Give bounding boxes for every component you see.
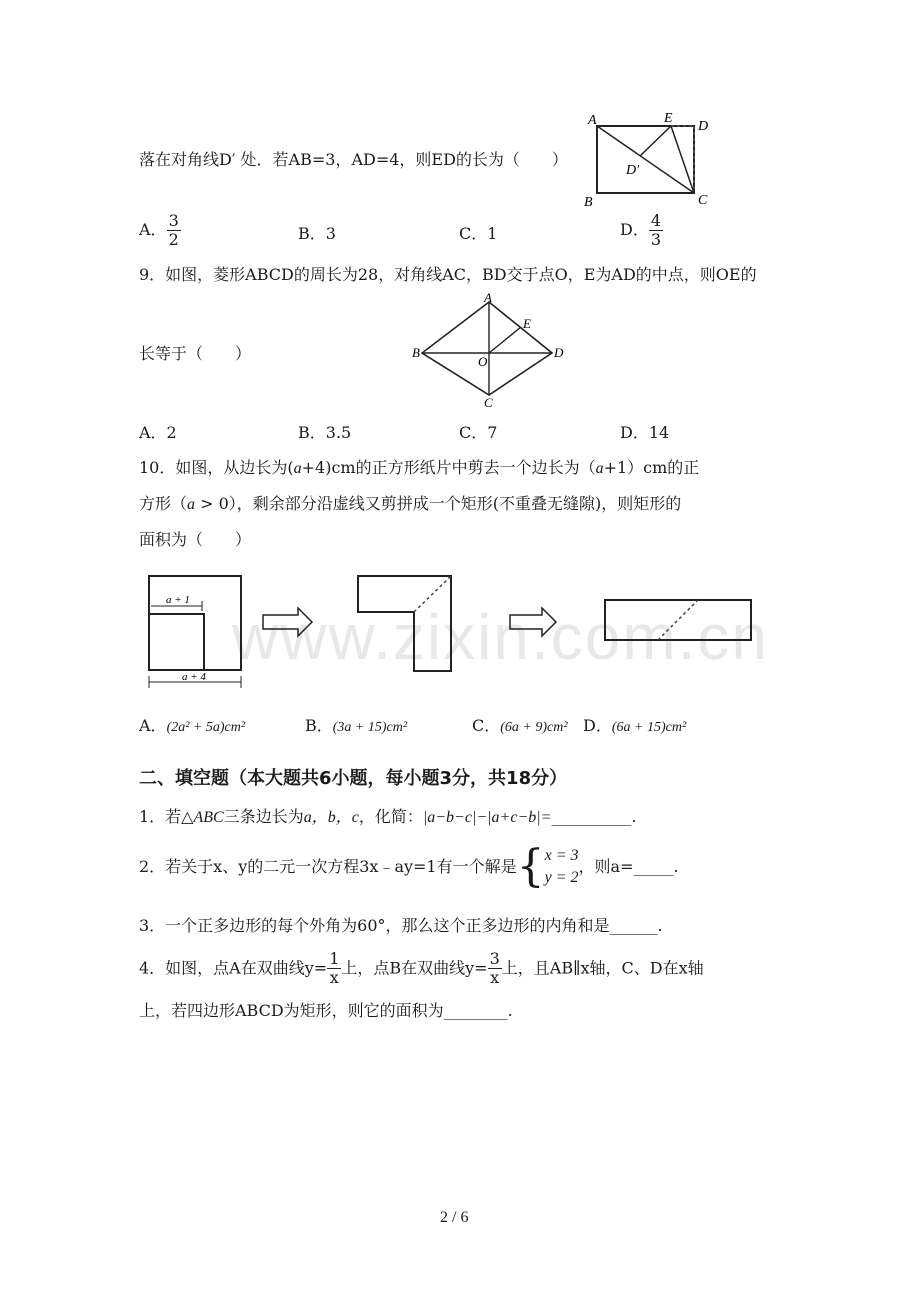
q10-big-square bbox=[149, 576, 241, 670]
q9-label-d: D bbox=[554, 345, 564, 360]
q10-label-small: a + 1 bbox=[166, 594, 190, 606]
q9-text-2: 长等于（ ） bbox=[139, 344, 252, 363]
q10-small-square bbox=[149, 614, 204, 670]
q8-label-d: D bbox=[698, 119, 709, 134]
q10-option-a[interactable]: A．(2a² + 5a)cm² bbox=[139, 716, 246, 735]
q8-label-b: B bbox=[584, 195, 593, 210]
q10-line-1: 10．如图，从边长为(a+4)cm的正方形纸片中剪去一个边长为（a+1）cm的正 bbox=[139, 458, 700, 477]
fill-q2: 2．若关于x、y的二元一次方程3x﹣ay=1有一个解是{ x = 3 y = 2 ，则a=_____. bbox=[139, 841, 679, 892]
q9-label-a: A bbox=[484, 290, 492, 305]
fill-q4-fraction-1: $\frac{1}{x}$ bbox=[329, 949, 340, 987]
page-number: 2 / 6 bbox=[440, 1209, 469, 1226]
q9-label-c: C bbox=[484, 395, 493, 410]
q10-line-3: 面积为（ ） bbox=[139, 530, 252, 549]
fill-q4-line-2: 上，若四边形ABCD为矩形，则它的面积为________. bbox=[139, 1001, 513, 1020]
q8-option-d[interactable] bbox=[620, 212, 663, 249]
q10-option-c[interactable]: C．(6a + 9)cm² bbox=[472, 716, 568, 735]
q9-text: 9．如图，菱形ABCD的周长为28，对角线AC，BD交于点O，E为AD的中点，则OE的 bbox=[139, 265, 757, 284]
q10-figure bbox=[138, 568, 768, 698]
q8-option-a-label: A． bbox=[139, 220, 167, 239]
q8-fold-ec bbox=[671, 126, 694, 193]
q8-text: 落在对角线D′ 处．若AB=3，AD=4，则ED的长为（ ） bbox=[139, 150, 568, 169]
q9-option-b[interactable]: B．3.5 bbox=[298, 423, 352, 442]
q9-option-c[interactable]: C．7 bbox=[459, 423, 498, 442]
fill-q3: 3．一个正多边形的每个外角为60°，那么这个正多边形的内角和是______. bbox=[139, 916, 663, 935]
q10-result-rectangle bbox=[605, 600, 751, 640]
q9-option-a[interactable]: A．2 bbox=[139, 423, 177, 442]
q8-label-a: A bbox=[588, 113, 597, 128]
q10-label-big: a + 4 bbox=[182, 671, 206, 683]
q9-label-o: O bbox=[478, 354, 488, 369]
q8-label-c: C bbox=[698, 193, 708, 208]
q8-rectangle-figure bbox=[580, 108, 720, 210]
q10-option-d[interactable]: D．(6a + 15)cm² bbox=[583, 716, 687, 735]
q10-line-2: 方形（a > 0），剩余部分沿虚线又剪拼成一个矩形(不重叠无缝隙)，则矩形的 bbox=[139, 494, 682, 513]
arrow-right-icon bbox=[510, 608, 556, 636]
q8-option-b[interactable]: B．3 bbox=[298, 224, 336, 243]
q8-label-dprime: D′ bbox=[626, 163, 640, 178]
q9-label-b: B bbox=[412, 345, 420, 360]
q9-option-d[interactable]: D．14 bbox=[620, 423, 670, 442]
fill-q4: 4．如图，点A在双曲线y= $\frac{1}{x}$ 上，点B在双曲线y= $\frac{3}{x}$ 上，且AB∥x轴，C、D在x轴 bbox=[139, 949, 704, 987]
q8-fold-ed bbox=[640, 126, 671, 156]
q8-label-e: E bbox=[664, 111, 673, 126]
arrow-right-icon bbox=[263, 608, 312, 636]
fill-q2-system: x = 3 y = 2 bbox=[544, 847, 579, 886]
q8-option-c[interactable]: C．1 bbox=[459, 224, 498, 243]
watermark: www.zixin.com.cn bbox=[232, 601, 769, 673]
q8-option-d-label: D． bbox=[620, 220, 649, 239]
q8-option-a[interactable] bbox=[139, 212, 181, 249]
q9-label-e: E bbox=[523, 316, 531, 331]
q8-option-d-fraction: $\frac{4}{3}$ bbox=[650, 211, 662, 249]
fill-q1: 1．若△ABC三条边长为a，b，c，化简：|a−b−c|−|a+c−b|=__________. bbox=[139, 807, 637, 826]
q8-diagonal-ac bbox=[597, 126, 694, 193]
q9-segment-oe bbox=[489, 327, 521, 353]
q8-option-a-fraction: $\frac{3}{2}$ bbox=[168, 211, 179, 249]
q10-option-b[interactable]: B．(3a + 15)cm² bbox=[305, 716, 408, 735]
fill-q4-fraction-2: $\frac{3}{x}$ bbox=[489, 949, 500, 987]
q9-rhombus bbox=[422, 302, 552, 395]
section-2-heading: 二、填空题（本大题共6小题，每小题3分，共18分） bbox=[139, 768, 568, 789]
q9-rhombus-figure bbox=[412, 290, 568, 410]
left-brace-icon: { bbox=[516, 841, 545, 892]
